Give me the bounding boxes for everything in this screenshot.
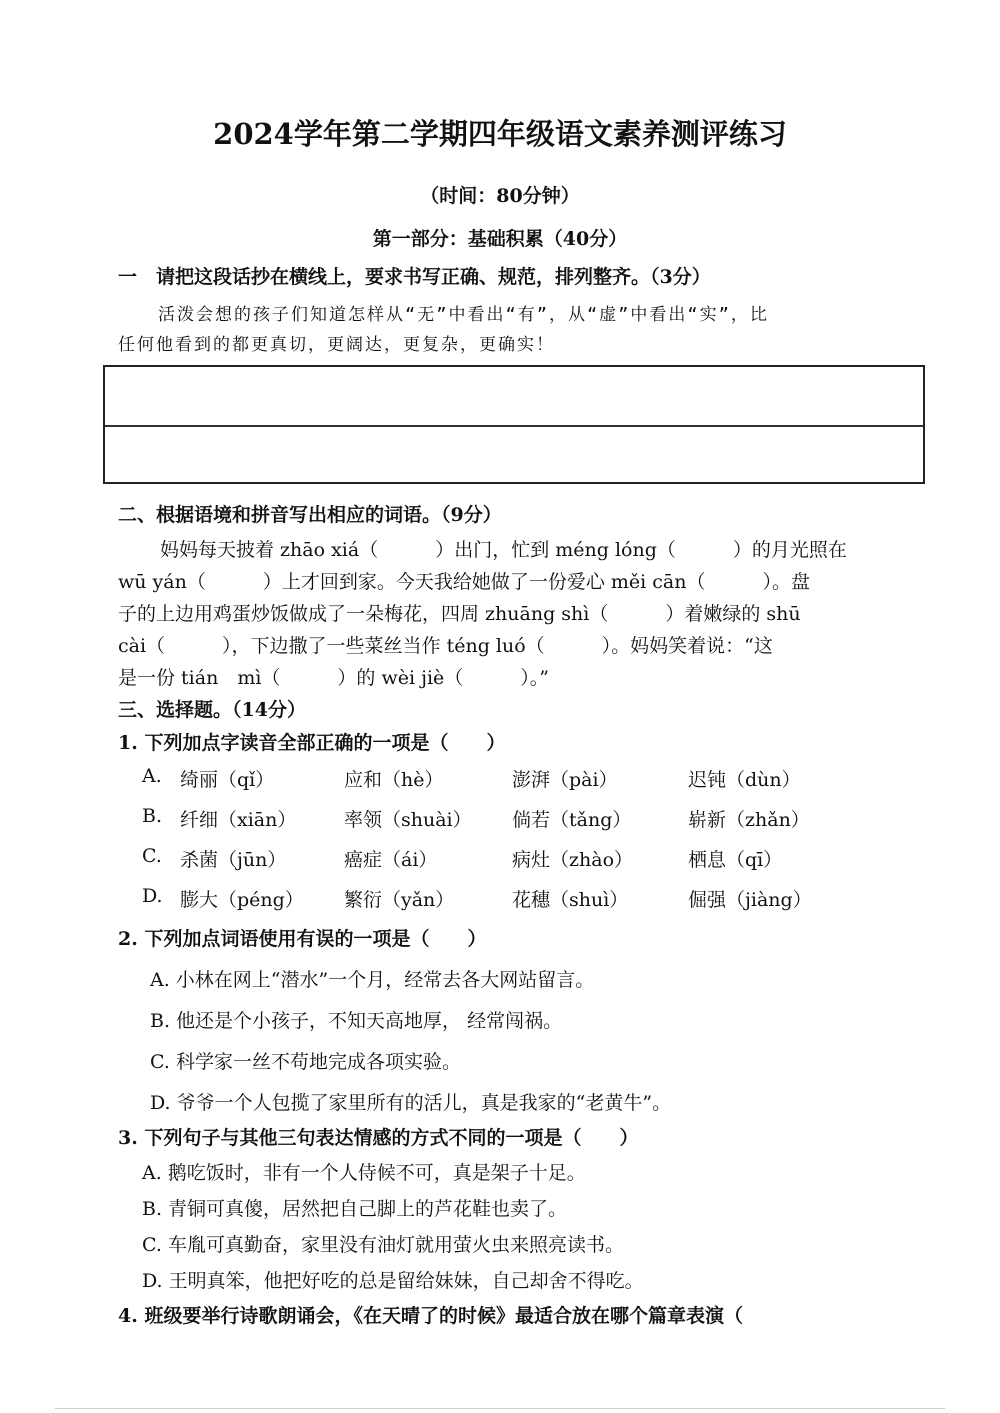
q1-copy-line-2: 任何他看到的都更真切，更阔达，更复杂，更确实！ — [118, 335, 555, 355]
q2-heading: 二、根据语境和拼音写出相应的词语。（9分） — [118, 504, 502, 526]
option-item: 纤细（xiān） — [180, 809, 297, 831]
option-letter: A. — [142, 765, 162, 787]
option-item: 澎湃（pài） — [512, 769, 618, 791]
option-item: 繁衍（yǎn） — [344, 889, 455, 911]
q3-3-option-d[interactable]: D. 王明真笨，他把好吃的总是留给妹妹，自己却舍不得吃。 — [142, 1270, 644, 1292]
q2-line-3: 子的上边用鸡蛋炒饭做成了一朵梅花，四周 zhuāng shì（ ）着嫩绿的 shū — [118, 603, 801, 625]
option-item: 绮丽（qǐ） — [180, 769, 275, 791]
q1-copy-line-1: 活泼会想的孩子们知道怎样从“无”中看出“有”，从“虚”中看出“实”，比 — [158, 305, 769, 325]
option-item: 病灶（zhào） — [512, 849, 634, 871]
q3-2-option-b[interactable]: B. 他还是个小孩子，不知天高地厚， 经常闯祸。 — [150, 1010, 563, 1032]
option-item: 膨大（péng） — [180, 889, 304, 911]
handwriting-line — [105, 425, 923, 427]
option-letter: D. — [142, 885, 163, 907]
option-item: 花穗（shuì） — [512, 889, 629, 911]
q3-2-option-c[interactable]: C. 科学家一丝不苟地完成各项实验。 — [150, 1051, 461, 1073]
page-divider — [55, 1408, 945, 1409]
q2-line-1: 妈妈每天披着 zhāo xiá（ ）出门，忙到 méng lóng（ ）的月光照在 — [160, 539, 847, 561]
q3-3-option-a[interactable]: A. 鹅吃饭时，非有一个人侍候不可，真是架子十足。 — [142, 1162, 586, 1184]
exam-time: （时间：80分钟） — [420, 185, 580, 207]
option-item: 应和（hè） — [344, 769, 444, 791]
option-letter: C. — [142, 845, 162, 867]
option-item: 崭新（zhǎn） — [688, 809, 810, 831]
option-item: 倘若（tǎng） — [512, 809, 632, 831]
option-item: 迟钝（dùn） — [688, 769, 801, 791]
q3-2-option-a[interactable]: A. 小林在网上“潜水”一个月，经常去各大网站留言。 — [150, 969, 595, 991]
page-title: 2024学年第二学期四年级语文素养测评练习 — [213, 117, 787, 151]
q3-3-option-b[interactable]: B. 青铜可真傻，居然把自己脚上的芦花鞋也卖了。 — [142, 1198, 568, 1220]
q2-line-2: wū yán（ ）上才回到家。今天我给她做了一份爱心 měi cān（ ）。盘 — [118, 571, 810, 593]
option-item: 倔强（jiàng） — [688, 889, 812, 911]
q3-2-stem: 2. 下列加点词语使用有误的一项是（ ） — [118, 928, 487, 950]
option-item: 癌症（ái） — [344, 849, 438, 871]
q3-heading: 三、选择题。（14分） — [118, 699, 306, 721]
q3-3-stem: 3. 下列句子与其他三句表达情感的方式不同的一项是（ ） — [118, 1127, 639, 1149]
option-item: 杀菌（jūn） — [180, 849, 287, 871]
q1-heading: 一 请把这段话抄在横线上，要求书写正确、规范，排列整齐。（3分） — [118, 266, 711, 288]
option-item: 栖息（qī） — [688, 849, 783, 871]
q3-4-stem: 4. 班级要举行诗歌朗诵会，《在天晴了的时候》最适合放在哪个篇章表演（ — [118, 1305, 743, 1327]
part-heading: 第一部分：基础积累（40分） — [372, 228, 628, 250]
option-item: 率领（shuài） — [344, 809, 472, 831]
q2-line-5: 是一份 tián mì（ ）的 wèi jiè（ ）。” — [118, 667, 549, 689]
q3-3-option-c[interactable]: C. 车胤可真勤奋，家里没有油灯就用萤火虫来照亮读书。 — [142, 1234, 624, 1256]
handwriting-box[interactable] — [103, 365, 925, 484]
option-letter: B. — [142, 805, 163, 827]
q3-2-option-d[interactable]: D. 爷爷一个人包揽了家里所有的活儿，真是我家的“老黄牛”。 — [150, 1092, 672, 1114]
q2-line-4: cài（ ），下边撒了一些菜丝当作 téng luó（ ）。妈妈笑着说：“这 — [118, 635, 773, 657]
q3-1-stem: 1. 下列加点字读音全部正确的一项是（ ） — [118, 732, 506, 754]
